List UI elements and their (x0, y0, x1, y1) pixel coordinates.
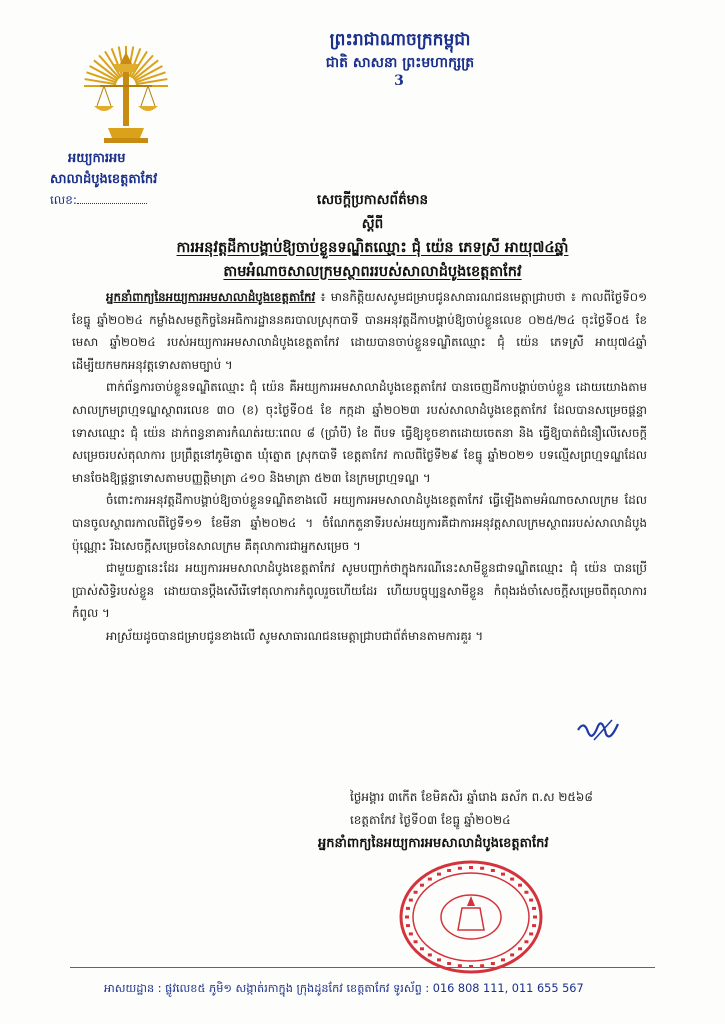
handwritten-initial-icon (574, 712, 624, 750)
date-line (350, 786, 640, 832)
header-ornament: 3 (394, 73, 406, 89)
paragraph-4: ជាមួយគ្នានេះដែរ អយ្យការអមសាលាដំបូងខេត្តតាកែវ សូមបញ្ជាក់ថាក្នុងករណីនេះសាមីខ្លួនជាទណ្ឌិតឈ្មោះ ជុំ យ៉េន បានប្រើប្រាស់សិទ្ធិរបស់ខ្លួន ដោយបានប្តឹងសើរើទៅតុលាការកំពូលរួចហើយដែរ ហើយបច្ចុប្បន្នសាមីខ្លួន កំពុងរង់ចាំសេចក្តីសម្រេចពីតុលាការកំពូល ។ (72, 561, 647, 621)
national-motto: ជាតិ សាសនា ព្រះមហាក្សត្រ (325, 55, 475, 71)
document-title: សេចក្តីប្រកាសព័ត៌មាន (316, 192, 429, 208)
signatory-title: អ្នកនាំពាក្យនៃអយ្យការអមសាលាដំបូងខេត្តតាកែវ (318, 836, 549, 851)
footer-address: អាសយដ្ឋាន : ផ្លូវលេខ៥ ភូមិ១ សង្កាត់រកាក្នុង ក្រុងដូនកែវ ខេត្តតាកែវ ទូរស័ព្ទ : 016 808 111, 011 655 567 (104, 982, 584, 995)
spokesperson-lead: អ្នកនាំពាក្យនៃអយ្យការអមសាលាដំបូងខេត្តតាកែវ (106, 290, 316, 304)
paragraph-2: ពាក់ព័ន្ធការចាប់ខ្លួនទណ្ឌិតឈ្មោះ ជុំ យ៉េន គឺអយ្យការអមសាលាដំបូងខេត្តតាកែវ បានចេញដីកាបង្គាប់ចាប់ខ្លួន ដោយយោងតាមសាលក្រមព្រហ្មទណ្ឌស្ថាពរលេខ ៣០ (ខ) ចុះថ្ងៃទី០៥ ខែ កក្កដា ឆ្នាំ២០២៣ របស់សាលាដំបូងខេត្តតាកែវ ដែលបានសម្រេចផ្តន្ទាទោសឈ្មោះ ជុំ យ៉េន ដាក់ពន្ធនាគារកំណត់រយៈពេល ៨ (ប្រាំបី) ខែ ពីបទ ធ្វើឱ្យខូចខាតដោយចេតនា និង ធ្វើឱ្យបាត់ជំនឿលើសេចក្តីសម្រេចរបស់តុលាការ ប្រព្រឹត្តនៅភូមិត្នោត ឃុំត្នោត ស្រុកបាទី ខេត្តតាកែវ កាលពីថ្ងៃទី២៩ ខែធ្នូ ឆ្នាំ២០២១ បទល្មើសព្រហ្មទណ្ឌដែល មានចែងឱ្យផ្តន្ទាទោសតាមបញ្ញត្តិមាត្រា ៤១០ និងមាត្រា ៥២៣ នៃក្រមព្រហ្មទណ្ឌ ។ (72, 380, 647, 485)
reference-number: លេខ: (50, 190, 220, 211)
paragraph-5: អាស្រ័យដូចបានជម្រាបជូនខាងលើ សូមសាធារណជនមេត្តាជ្រាបជាព័ត៌មានតាមការគួរ ។ (106, 628, 484, 643)
subject-line-1: ការអនុវត្តដីកាបង្គាប់ឱ្យចាប់ខ្លួនទណ្ឌិតឈ្មោះ ជុំ យ៉េន ភេទស្រី អាយុ៧៤ឆ្នាំ (176, 240, 569, 256)
document-subtitle: ស្តីពី (361, 216, 384, 232)
kingdom-header (250, 28, 550, 88)
seal-text-ring (405, 866, 537, 968)
solar-date: ខេត្តតាកែវ ថ្ងៃទី០៣ ខែធ្នូ ឆ្នាំ២០២៤ (350, 813, 511, 827)
kingdom-name: ព្រះរាជាណាចក្រកម្ពុជា (329, 30, 471, 50)
document-body (72, 286, 647, 648)
paragraph-1: អ្នកនាំពាក្យនៃអយ្យការអមសាលាដំបូងខេត្តតាកែវ ៖ មានកិត្តិយសសូមជម្រាបជូនសាធារណជនមេត្តាជ្រាបថា ៖ កាលពីថ្ងៃទី០១ ខែធ្នូ ឆ្នាំ២០២៤ កម្លាំងសមត្ថកិច្ចនៃអធិការដ្ឋាននគរបាលស្រុកបាទី បានអនុវត្តដីកាបង្គាប់ឱ្យចាប់ខ្លួនលេខ ០២៥/២៤ ចុះថ្ងៃទី០៥ ខែមេសា ឆ្នាំ២០២៤ របស់អយ្យការអមសាលាដំបូងខេត្តតាកែវ ដោយបានចាប់ខ្លួនទណ្ឌិតឈ្មោះ ជុំ យ៉េន ភេទស្រី អាយុ៧៤ឆ្នាំ ដើម្បីយកមកអនុវត្តទោសតាមច្បាប់ ។ (72, 290, 647, 372)
document-heading (120, 188, 625, 284)
footer-divider (70, 967, 655, 968)
office-line-1: អយ្យការអម (68, 151, 126, 166)
official-seal-icon (396, 858, 546, 976)
lunar-date: ថ្ងៃអង្គារ ៣កើត ខែមិគសិរ ឆ្នាំរោង ឆស័ក ព.ស ២៥៦៨ (350, 790, 593, 804)
subject-line-2: តាមអំណាចសាលក្រមស្ថាពររបស់សាលាដំបូងខេត្តតាកែវ (223, 264, 522, 280)
paragraph-3: ចំពោះការអនុវត្តដីកាបង្គាប់ឱ្យចាប់ខ្លួនទណ្ឌិតខាងលើ អយ្យការអមសាលាដំបូងខេត្តតាកែវ ធ្វើឡើងតាមអំណាចសាលក្រម ដែលបានចូលស្ថាពរកាលពីថ្ងៃទី១១ ខែមីនា ឆ្នាំ២០២៤ ។ ចំណែកតួនាទីរបស់អយ្យការគឺជាការអនុវត្តសាលក្រមស្ថាពររបស់សាលាដំបូងប៉ុណ្ណោះ រីឯសេចក្តីសម្រេចនៃសាលក្រម គឺតុលាការជាអ្នកសម្រេច ។ (72, 493, 647, 553)
office-line-2: សាលាដំបូងខេត្តតាកែវ (50, 172, 158, 187)
royal-emblem-icon (80, 42, 172, 146)
